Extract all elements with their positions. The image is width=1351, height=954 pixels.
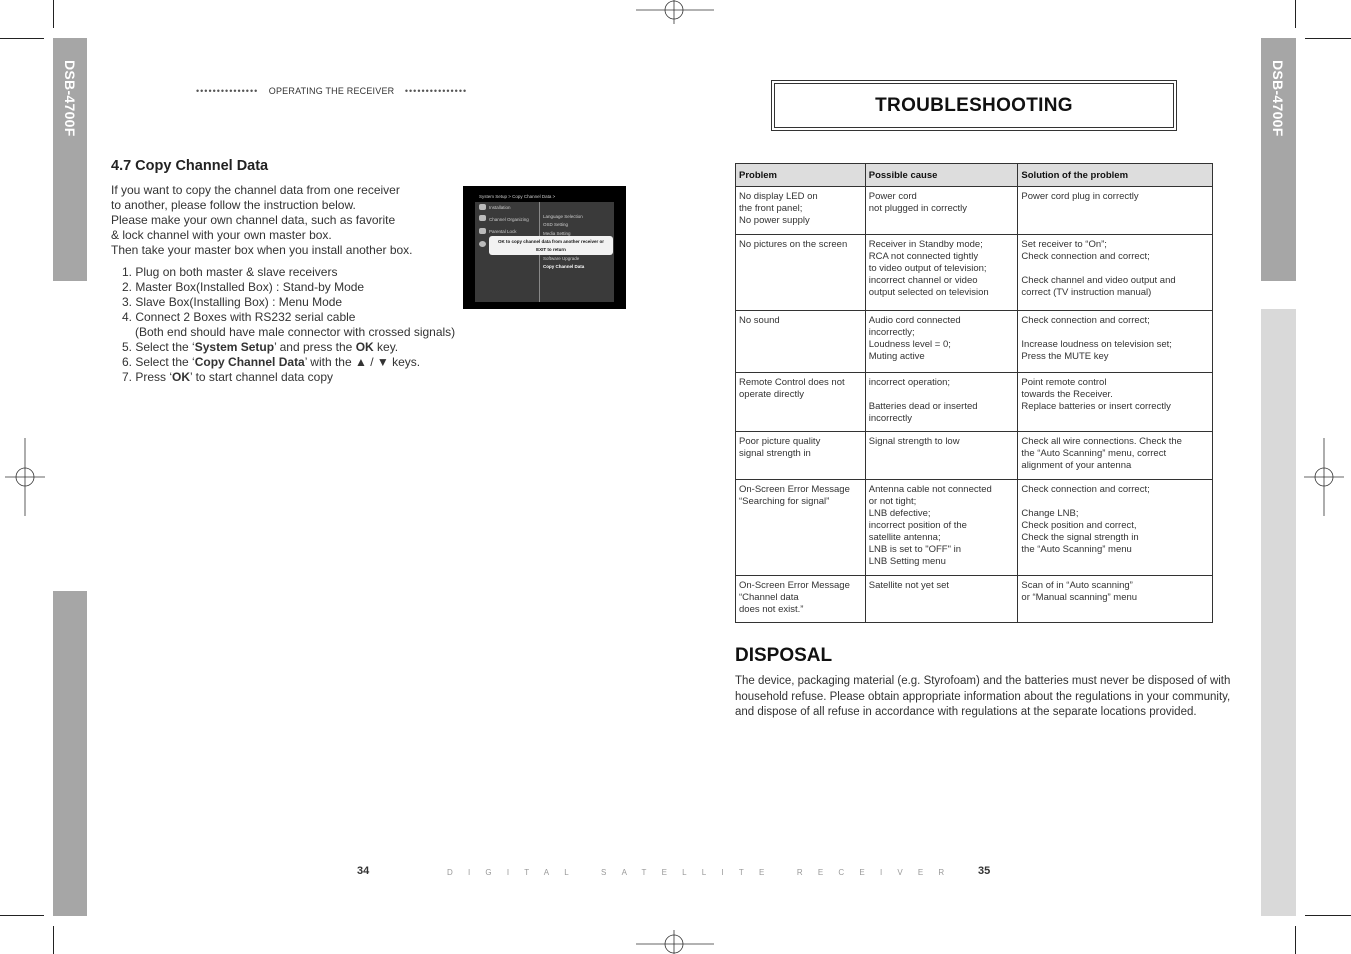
channel-icon	[479, 215, 486, 221]
page-number-left: 34	[357, 865, 370, 877]
screen-menu-item: Channel Organizing	[489, 217, 529, 222]
crop-mark	[0, 38, 44, 39]
lock-icon	[479, 228, 486, 234]
registration-mark	[636, 930, 714, 954]
footer-text: DIGITAL SATELLITE RECEIVER	[447, 868, 960, 877]
table-cell: Power cord plug in correctly	[1018, 187, 1213, 235]
table-cell: On-Screen Error Message “Searching for signal”	[736, 480, 866, 576]
crop-mark	[1305, 915, 1351, 916]
registration-mark	[636, 0, 714, 24]
section-title: 4.7 Copy Channel Data	[111, 158, 269, 174]
menu-screenshot	[463, 186, 626, 309]
step-item: 5. Select the ‘System Setup’ and press the OK key.	[122, 340, 399, 354]
intro-line: Please make your own channel data, such as favorite	[111, 213, 396, 227]
right-side-tab-lower	[1261, 309, 1296, 916]
step-item: (Both end should have male connector with crossed signals)	[135, 325, 456, 339]
table-header-row	[736, 164, 1213, 187]
crop-mark	[53, 926, 54, 954]
crop-mark	[53, 0, 54, 28]
screen-menu-item: Software Upgrade	[543, 256, 580, 261]
intro-line: If you want to copy the channel data from one receiver	[111, 183, 400, 197]
table-row	[736, 235, 1213, 311]
table-cell: Check connection and correct; Change LNB; Check position and correct, Check the signal strength in the “Auto Scanning” menu	[1018, 480, 1213, 576]
intro-line: Then take your master box when you install another box.	[111, 243, 413, 257]
disposal-title: DISPOSAL	[735, 645, 833, 666]
table-cell: No sound	[736, 311, 866, 373]
step-item: 3. Slave Box(Installing Box) : Menu Mode	[122, 295, 343, 309]
running-header: ••••••••••••••• OPERATING THE RECEIVER •••••••••••••••	[196, 86, 468, 96]
screen-popup: OK to copy channel data from another receiver or EXIT to return	[489, 236, 613, 255]
column-header: Problem	[736, 164, 866, 187]
table-cell: No pictures on the screen	[736, 235, 866, 311]
registration-mark	[5, 438, 45, 516]
table-row	[736, 187, 1213, 235]
column-header: Solution of the problem	[1018, 164, 1213, 187]
step-item: 1. Plug on both master & slave receivers	[122, 265, 338, 279]
table-cell: Poor picture quality signal strength in	[736, 432, 866, 480]
step-item: 7. Press ‘OK’ to start channel data copy	[122, 370, 333, 384]
screen-menu-item: Installation	[489, 205, 511, 210]
registration-mark	[1304, 438, 1344, 516]
table-cell: Satellite not yet set	[865, 576, 1018, 623]
step-item: 2. Master Box(Installed Box) : Stand-by Mode	[122, 280, 365, 294]
table-cell: Scan of in “Auto scanning” or “Manual scanning” menu	[1018, 576, 1213, 623]
left-side-label: DSB-4700F	[62, 60, 78, 137]
intro-line: to another, please follow the instruction below.	[111, 198, 356, 212]
table-cell: On-Screen Error Message “Channel data does not exist.”	[736, 576, 866, 623]
title-box	[771, 80, 1177, 131]
right-side-label: DSB-4700F	[1270, 60, 1286, 137]
table-cell: Power cord not plugged in correctly	[865, 187, 1018, 235]
table-cell: Signal strength to low	[865, 432, 1018, 480]
column-header: Possible cause	[865, 164, 1018, 187]
table-row	[736, 480, 1213, 576]
intro-text	[111, 183, 441, 258]
table-row	[736, 432, 1213, 480]
steps-list	[122, 265, 462, 385]
table-cell: Check all wire connections. Check the the “Auto Scanning” menu, correct alignment of your antenna	[1018, 432, 1213, 480]
installation-icon	[479, 204, 486, 210]
table-cell: Remote Control does not operate directly	[736, 373, 866, 432]
table-cell: Set receiver to “On”; Check connection and correct; Check channel and video output and correct (TV instruction manual)	[1018, 235, 1213, 311]
screen-menu-item: OSD Setting	[543, 222, 569, 227]
screen-menu-item-selected: Copy Channel Data	[543, 264, 585, 269]
setup-icon	[479, 241, 486, 247]
crop-mark	[1295, 0, 1296, 28]
page-number-right: 35	[978, 865, 991, 877]
table-cell: No display LED on the front panel; No power supply	[736, 187, 866, 235]
troubleshooting-table	[735, 163, 1213, 623]
table-cell: Check connection and correct; Increase loudness on television set; Press the MUTE key	[1018, 311, 1213, 373]
screen-menu-item: Parental Lock	[489, 229, 517, 234]
table-row	[736, 311, 1213, 373]
page-title: TROUBLESHOOTING	[875, 94, 1073, 116]
table-row	[736, 373, 1213, 432]
crop-mark	[1305, 38, 1351, 39]
disposal-text: The device, packaging material (e.g. Styrofoam) and the batteries must never be disposed of with household refuse. Please obtain appropriate information about the regulations in your community, and dispose of all refuse in accordance with regulations at the separate locations provided.	[735, 675, 1231, 718]
crop-mark	[0, 915, 44, 916]
screen-menu-item: Media Setting	[543, 231, 571, 236]
table-cell: incorrect operation; Batteries dead or inserted incorrectly	[865, 373, 1018, 432]
intro-line: & lock channel with your own master box.	[111, 228, 332, 242]
left-side-tab-lower	[53, 591, 87, 916]
table-cell: Antenna cable not connected or not tight; LNB defective; incorrect position of the satellite antenna; LNB is set to "OFF" in LNB Setting menu	[865, 480, 1018, 576]
table-cell: Point remote control towards the Receiver. Replace batteries or insert correctly	[1018, 373, 1213, 432]
crop-mark	[1295, 926, 1296, 954]
screen-menu-item: Language Selection	[543, 214, 583, 219]
step-item: 6. Select the ‘Copy Channel Data’ with the ▲ / ▼ keys.	[122, 355, 421, 369]
screen-breadcrumb: System Setup > Copy Channel Data >	[479, 194, 556, 199]
table-row	[736, 576, 1213, 623]
step-item: 4. Connect 2 Boxes with RS232 serial cable	[122, 310, 356, 324]
table-cell: Audio cord connected incorrectly; Loudness level = 0; Muting active	[865, 311, 1018, 373]
table-cell: Receiver in Standby mode; RCA not connected tightly to video output of television; incorrect channel or video output selected on television	[865, 235, 1018, 311]
